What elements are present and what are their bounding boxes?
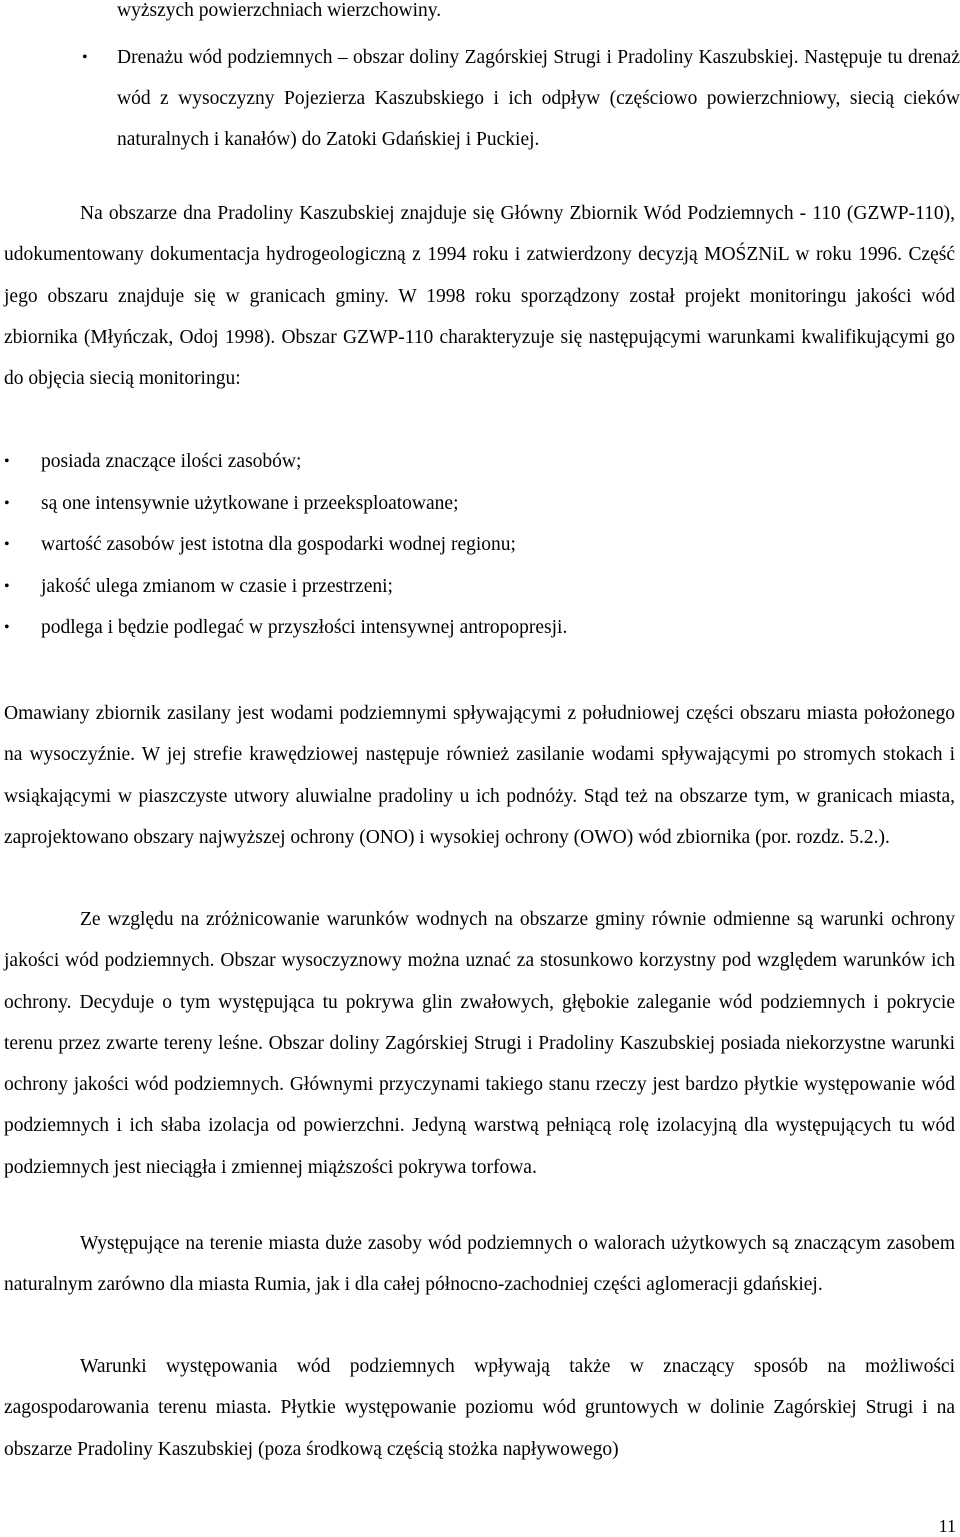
bullet-icon: • bbox=[4, 453, 10, 470]
list-item-text: jakość ulega zmianom w czasie i przestrzeni; bbox=[41, 575, 393, 597]
paragraph-development: Warunki występowania wód podziemnych wpływają także w znaczący sposób na możliwości zagospodarowania terenu miasta. Płytkie występowanie poziomu wód gruntowych w dolinie Zagórskiej Strugi i na obszarze Pradoliny Kaszubskiej (poza środkową częścią stożka napływowego) bbox=[4, 1356, 955, 1460]
paragraph-protection: Ze względu na zróżnicowanie warunków wodnych na obszarze gminy równie odmienne są warunki ochrony jakości wód podziemnych. Obszar wysoczyznowy można uznać za stosunkowo korzystny pod względem warunków ich ochrony. Decyduje o tym występująca tu pokrywa glin zwałowych, głębokie zaleganie wód podziemnych i pokrycie terenu przez zwarte tereny leśne. Obszar doliny Zagórskiej Strugi i Pradoliny Kaszubskiej posiada niekorzystne warunki ochrony jakości wód podziemnych. Głównymi przyczynami takiego stanu rzeczy jest bardzo płytkie występowanie wód podziemnych i ich słaba izolacja od powierzchni. Jedyną warstwą pełniącą rolę izolacyjną dla występujących tu wód podziemnych jest nieciągła i zmiennej miąższości pokrywa torfowa. bbox=[4, 909, 955, 1178]
drainage-bullet-text: Drenażu wód podziemnych – obszar doliny Zagórskiej Strugi i Pradoliny Kaszubskiej. Następuje tu drenaż wód z wysoczyzny Pojezierza Kaszubskiego i ich odpływ (częściowo powierzchniowy, siecią cieków naturalnych i kanałów) do Zatoki Gdańskiej i Puckiej. bbox=[117, 47, 960, 150]
bullet-icon: • bbox=[82, 49, 88, 66]
list-item bbox=[4, 483, 954, 525]
paragraph-recharge: Omawiany zbiornik zasilany jest wodami podziemnymi spływającymi z południowej części obszaru miasta położonego na wysoczyźnie. W jej strefie krawędziowej następuje również zasilanie wodami spływającymi po stromych stokach i wsiąkającymi w piaszczyste utwory aluwialne pradoliny u ich podnóży. Stąd też na obszarze tym, w granicach miasta, zaprojektowano obszary najwyższej ochrony (ONO) i wysokiej ochrony (OWO) wód zbiornika (por. rozdz. 5.2.). bbox=[4, 703, 955, 848]
page-number: 11 bbox=[938, 1516, 956, 1536]
list-item bbox=[4, 441, 954, 483]
list-item-text: podlega i będzie podlegać w przyszłości intensywnej antropopresji. bbox=[41, 617, 568, 638]
bullet-icon: • bbox=[4, 536, 10, 553]
list-item bbox=[4, 524, 954, 566]
continued-bullet-text: wyższych powierzchniach wierzchowiny. bbox=[117, 0, 442, 21]
list-item-text: są one intensywnie użytkowane i przeeksploatowane; bbox=[41, 492, 459, 514]
list-item bbox=[4, 607, 954, 649]
list-item bbox=[4, 566, 954, 608]
bullet-icon: • bbox=[4, 619, 10, 636]
monitoring-conditions-list bbox=[4, 441, 954, 649]
list-item-text: wartość zasobów jest istotna dla gospodarki wodnej regionu; bbox=[41, 534, 516, 555]
paragraph-gzwp: Na obszarze dna Pradoliny Kaszubskiej znajduje się Główny Zbiornik Wód Podziemnych - 110 (GZWP-110), udokumentowany dokumentacja hydrogeologiczną z 1994 roku i zatwierdzony decyzją MOŚZNiL w roku 1996. Część jego obszaru znajduje się w granicach gminy. W 1998 roku sporządzony został projekt monitoringu jakości wód zbiornika (Młyńczak, Odoj 1998). Obszar GZWP-110 charakteryzuje się następującymi warunkami kwalifikującymi go do objęcia siecią monitoringu: bbox=[4, 203, 955, 390]
paragraph-resources: Występujące na terenie miasta duże zasoby wód podziemnych o walorach użytkowych są znaczącym zasobem naturalnym zarówno dla miasta Rumia, jak i dla całej północno-zachodniej części aglomeracji gdańskiej. bbox=[4, 1233, 955, 1296]
list-item-text: posiada znaczące ilości zasobów; bbox=[41, 451, 302, 472]
bullet-icon: • bbox=[4, 494, 10, 512]
bullet-icon: • bbox=[4, 577, 10, 595]
